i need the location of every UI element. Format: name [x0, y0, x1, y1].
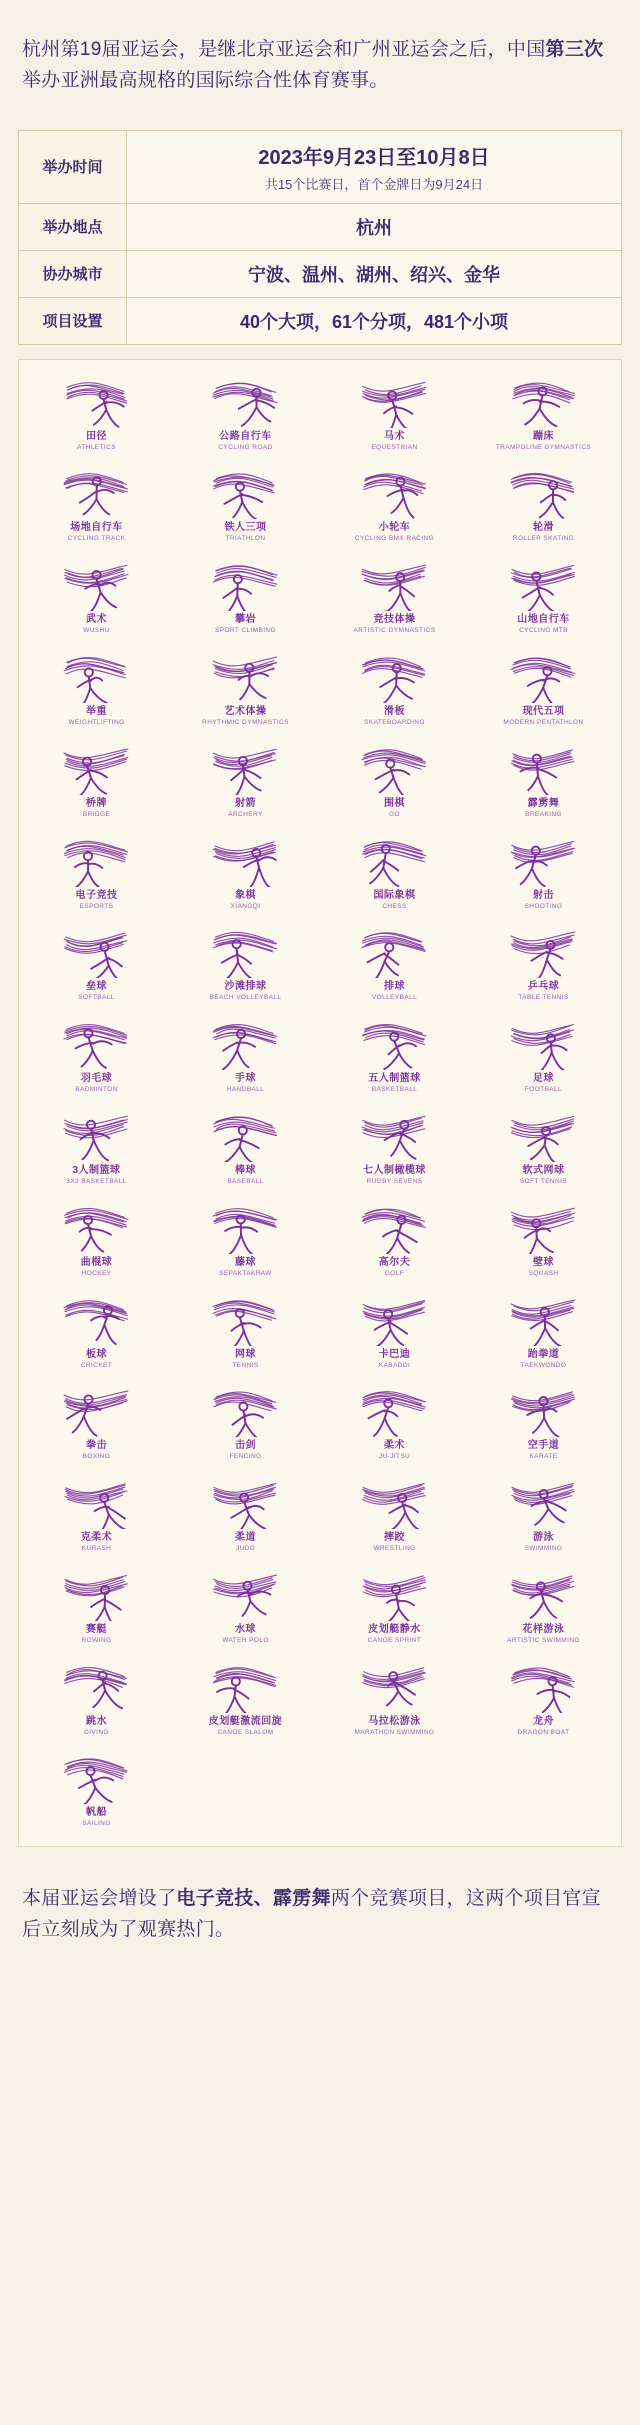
handball-icon	[211, 1018, 281, 1070]
sport-item[interactable]	[172, 551, 319, 641]
outro-paragraph	[18, 1866, 622, 1968]
sport-item[interactable]	[321, 918, 468, 1008]
sport-name-en: MARATHON SWIMMING	[354, 1728, 435, 1736]
sport-item[interactable]	[23, 1102, 170, 1192]
sport-item[interactable]	[321, 551, 468, 641]
sport-name-cn: 攀岩	[235, 614, 256, 626]
sport-name-cn: 卡巴迪	[378, 1348, 411, 1360]
sport-item[interactable]	[172, 368, 319, 458]
sport-name-en: ARCHERY	[228, 810, 263, 818]
canoe-slalom-icon	[211, 1661, 281, 1713]
sport-name-cn: 马拉松游泳	[368, 1715, 421, 1727]
sport-name-en: DRAGON BOAT	[517, 1728, 570, 1736]
sport-name-cn: 铁人三项	[224, 522, 267, 534]
sport-name-cn: 田径	[86, 430, 107, 442]
info-row-label: 举办时间	[19, 130, 127, 203]
athletics-icon	[62, 376, 132, 428]
asian-games-infographic	[0, 19, 640, 2425]
taekwondo-icon	[509, 1294, 579, 1346]
judo-icon	[211, 1477, 281, 1529]
sport-item[interactable]	[172, 1653, 319, 1743]
info-row-label: 项目设置	[19, 297, 127, 344]
sport-name-cn: 霹雳舞	[527, 797, 560, 809]
outro-prefix: 本届亚运会增设了	[22, 1888, 177, 1910]
esports-icon	[62, 835, 132, 887]
info-row-label: 举办地点	[19, 203, 127, 250]
sport-name-cn: 皮划艇激流回旋	[208, 1715, 283, 1727]
intro-highlight: 第三次	[545, 39, 604, 60]
sport-name-en: WUSHU	[83, 627, 110, 635]
intro-prefix: 杭州第19届亚运会，是继北京亚运会和广州亚运会之后，中国	[22, 39, 546, 60]
sports-grid	[23, 368, 617, 1835]
sport-name-en: FENCING	[229, 1453, 262, 1461]
sport-name-cn: 跳水	[86, 1715, 107, 1727]
badminton-icon	[62, 1018, 132, 1070]
sport-item[interactable]	[23, 735, 170, 825]
sport-item[interactable]	[321, 1286, 468, 1376]
kabaddi-icon	[360, 1294, 430, 1346]
sport-item[interactable]	[23, 1469, 170, 1559]
sport-name-cn: 高尔夫	[378, 1256, 411, 1268]
sport-name-cn: 现代五项	[522, 705, 565, 717]
water-polo-icon	[211, 1569, 281, 1621]
rhythmic-gymnastics-icon	[211, 651, 281, 703]
sport-name-en: TRIATHLON	[225, 535, 266, 543]
sport-item[interactable]	[470, 918, 617, 1008]
sport-name-cn: 藤球	[235, 1256, 256, 1268]
skateboarding-icon	[360, 651, 430, 703]
sport-item[interactable]	[172, 1469, 319, 1559]
sport-name-en: BOXING	[82, 1453, 111, 1461]
beach-volleyball-icon	[211, 926, 281, 978]
sport-name-cn: 棒球	[235, 1164, 256, 1176]
triathlon-icon	[211, 467, 281, 519]
modern-pentathlon-icon	[509, 651, 579, 703]
sport-name-en: TABLE TENNIS	[518, 994, 569, 1002]
dragon-boat-icon	[509, 1661, 579, 1713]
sport-name-en: CANOE SLALOM	[217, 1728, 274, 1736]
sport-name-cn: 空手道	[527, 1440, 560, 1452]
sport-item[interactable]	[23, 1194, 170, 1284]
sport-name-en: SAILING	[82, 1820, 111, 1828]
sport-name-cn: 网球	[235, 1348, 256, 1360]
sport-name-en: WRESTLING	[373, 1545, 416, 1553]
sport-name-en: CHESS	[382, 902, 407, 910]
sport-name-en: RUGBY SEVENS	[366, 1177, 423, 1185]
karate-icon	[509, 1385, 579, 1437]
intro-suffix: 举办亚洲最高规格的国际综合性体育赛事。	[22, 69, 389, 91]
sport-name-en: CYCLING MTB	[519, 627, 568, 635]
sport-name-cn: 沙滩排球	[224, 981, 267, 993]
sport-item[interactable]	[321, 1010, 468, 1100]
sport-name-en: KABADDI	[378, 1361, 411, 1369]
sport-name-cn: 射击	[533, 889, 554, 901]
sport-item[interactable]	[321, 827, 468, 917]
sport-item[interactable]	[172, 643, 319, 733]
sport-item[interactable]	[321, 1102, 468, 1192]
sport-item[interactable]	[172, 1010, 319, 1100]
sport-name-cn: 龙舟	[533, 1715, 554, 1727]
sport-name-cn: 射箭	[235, 797, 256, 809]
sport-name-cn: 象棋	[235, 889, 256, 901]
sport-name-cn: 游泳	[533, 1532, 554, 1544]
sport-name-en: CYCLING BMX RACING	[354, 535, 435, 543]
sport-name-cn: 击剑	[235, 1440, 256, 1452]
sport-name-cn: 轮滑	[533, 522, 554, 534]
sport-name-en: SPORT CLIMBING	[215, 627, 276, 635]
sport-name-en: TRAMPOLINE GYMNASTICS	[495, 443, 592, 451]
sport-item[interactable]	[470, 827, 617, 917]
hockey-icon	[62, 1202, 132, 1254]
sport-item[interactable]	[172, 1194, 319, 1284]
sport-name-en: TENNIS	[232, 1361, 259, 1369]
sport-name-cn: 公路自行车	[219, 430, 272, 442]
sport-item[interactable]	[23, 827, 170, 917]
sport-name-en: 3X3 BASKETBALL	[66, 1177, 127, 1185]
softball-icon	[62, 926, 132, 978]
sport-name-cn: 武术	[86, 614, 107, 626]
sport-item[interactable]	[470, 368, 617, 458]
sport-item[interactable]	[321, 1561, 468, 1651]
sport-name-en: JU-JITSU	[378, 1453, 411, 1461]
sport-name-cn: 帆船	[86, 1807, 107, 1819]
go-icon	[360, 743, 430, 795]
bmx-icon	[360, 467, 430, 519]
sport-item[interactable]	[172, 1561, 319, 1651]
equestrian-icon	[360, 376, 430, 428]
jujitsu-icon	[360, 1385, 430, 1437]
artistic-gymnastics-icon	[360, 559, 430, 611]
tennis-icon	[211, 1294, 281, 1346]
sport-item[interactable]	[470, 1653, 617, 1743]
sport-name-cn: 竞技体操	[373, 614, 416, 626]
info-row-value	[127, 130, 622, 203]
baseball-icon	[211, 1110, 281, 1162]
sport-item[interactable]	[470, 643, 617, 733]
sport-name-cn: 垒球	[86, 981, 107, 993]
sport-item[interactable]	[470, 459, 617, 549]
sport-name-en: GOLF	[384, 1269, 405, 1277]
sport-name-en: CRICKET	[80, 1361, 113, 1369]
sport-name-en: RHYTHMIC GYMNASTICS	[202, 718, 289, 726]
info-row	[19, 203, 622, 250]
sport-item[interactable]	[23, 551, 170, 641]
sport-item[interactable]	[470, 1010, 617, 1100]
sport-name-cn: 摔跤	[384, 1532, 405, 1544]
sport-item[interactable]	[23, 1561, 170, 1651]
sport-name-en: HOCKEY	[81, 1269, 112, 1277]
sport-name-cn: 柔道	[235, 1532, 256, 1544]
sport-name-en: SHOOTING	[524, 902, 563, 910]
sport-item[interactable]	[470, 1102, 617, 1192]
outro-highlight: 电子竞技、霹雳舞	[176, 1888, 331, 1910]
basketball-icon	[360, 1018, 430, 1070]
sport-name-en: SEPAKTAKRAW	[219, 1269, 272, 1277]
sport-item[interactable]	[321, 1194, 468, 1284]
intro-paragraph	[18, 19, 622, 111]
sport-item[interactable]	[23, 918, 170, 1008]
diving-icon	[62, 1661, 132, 1713]
sport-name-cn: 蹦床	[533, 430, 554, 442]
sport-name-cn: 手球	[235, 1073, 256, 1085]
sport-item[interactable]	[321, 735, 468, 825]
sepaktakraw-icon	[211, 1202, 281, 1254]
bridge-icon	[62, 743, 132, 795]
sport-name-en: ATHLETICS	[77, 443, 116, 451]
sport-name-cn: 艺术体操	[224, 705, 267, 717]
sport-item[interactable]	[23, 1653, 170, 1743]
rugby-sevens-icon	[360, 1110, 430, 1162]
info-row-value-text: 杭州	[356, 217, 392, 238]
sport-name-cn: 3人制篮球	[72, 1164, 121, 1176]
sport-name-cn: 七人制橄榄球	[363, 1164, 426, 1176]
sport-name-en: XIANGQI	[230, 902, 261, 910]
info-row-value-text: 40个大项，61个分项，481个小项	[239, 311, 509, 332]
sport-name-en: WEIGHTLIFTING	[68, 718, 125, 726]
sport-name-cn: 马术	[384, 430, 405, 442]
volleyball-icon	[360, 926, 430, 978]
info-row-value-text: 宁波、温州、湖州、绍兴、金华	[248, 264, 500, 285]
sport-item[interactable]	[23, 1377, 170, 1467]
sport-name-en: ARTISTIC GYMNASTICS	[353, 627, 436, 635]
sport-item[interactable]	[172, 918, 319, 1008]
sport-name-en: FOOTBALL	[524, 1086, 563, 1094]
sport-name-en: BRIDGE	[82, 810, 111, 818]
wushu-icon	[62, 559, 132, 611]
sport-name-cn: 羽毛球	[80, 1073, 113, 1085]
sport-item[interactable]	[23, 1010, 170, 1100]
sport-name-en: ROLLER SKATING	[512, 535, 575, 543]
sport-item[interactable]	[321, 1653, 468, 1743]
sport-name-en: KURASH	[81, 1545, 112, 1553]
sport-item[interactable]	[470, 1377, 617, 1467]
outro-suffix: 两个竞赛项目，这两个项目官宣后立刻成为了观赛热门。	[22, 1888, 602, 1941]
sport-item[interactable]	[23, 1744, 170, 1834]
kurash-icon	[62, 1477, 132, 1529]
3x3-basketball-icon	[62, 1110, 132, 1162]
cycling-mtb-icon	[509, 559, 579, 611]
shooting-icon	[509, 835, 579, 887]
info-row-label: 协办城市	[19, 250, 127, 297]
info-row	[19, 297, 622, 344]
sport-name-cn: 场地自行车	[70, 522, 123, 534]
sailing-icon	[62, 1752, 132, 1804]
sport-item[interactable]	[470, 1194, 617, 1284]
sport-name-cn: 五人制篮球	[368, 1073, 421, 1085]
sport-name-en: SWIMMING	[524, 1545, 563, 1553]
cycling-track-icon	[62, 467, 132, 519]
sport-name-en: WATER POLO	[222, 1636, 269, 1644]
roller-skating-icon	[509, 467, 579, 519]
sport-name-en: CYCLING TRACK	[67, 535, 126, 543]
sport-name-en: KARATE	[529, 1453, 558, 1461]
sport-name-en: SOFTBALL	[78, 994, 115, 1002]
sport-name-cn: 跆拳道	[527, 1348, 560, 1360]
sport-name-en: SKATEBOARDING	[364, 718, 425, 726]
sport-item[interactable]	[470, 1561, 617, 1651]
sport-name-en: CYCLING ROAD	[218, 443, 273, 451]
sport-name-cn: 小轮车	[378, 522, 411, 534]
sport-item[interactable]	[172, 827, 319, 917]
sport-item[interactable]	[23, 643, 170, 733]
info-row-value-text: 2023年9月23日至10月8日	[258, 146, 490, 169]
archery-icon	[211, 743, 281, 795]
trampoline-icon	[509, 376, 579, 428]
sport-item[interactable]	[470, 1469, 617, 1559]
sport-name-en: JUDO	[235, 1545, 256, 1553]
sport-name-en: GO	[389, 810, 400, 818]
sport-name-en: MODERN PENTATHLON	[503, 718, 584, 726]
sport-item[interactable]	[321, 1377, 468, 1467]
weightlifting-icon	[62, 651, 132, 703]
sport-item[interactable]	[23, 459, 170, 549]
sport-name-en: HANDBALL	[226, 1086, 265, 1094]
sport-item[interactable]	[470, 551, 617, 641]
sport-item[interactable]	[23, 368, 170, 458]
sport-climbing-icon	[211, 559, 281, 611]
sport-item[interactable]	[172, 1377, 319, 1467]
football-icon	[509, 1018, 579, 1070]
sport-name-cn: 拳击	[86, 1440, 107, 1452]
boxing-icon	[62, 1385, 132, 1437]
swimming-icon	[509, 1477, 579, 1529]
info-row	[19, 130, 622, 203]
fencing-icon	[211, 1385, 281, 1437]
sport-item[interactable]	[172, 735, 319, 825]
sport-name-cn: 电子竞技	[75, 889, 118, 901]
sport-item[interactable]	[321, 1469, 468, 1559]
sport-name-en: DIVING	[84, 1728, 109, 1736]
cricket-icon	[62, 1294, 132, 1346]
sport-name-en: BADMINTON	[75, 1086, 118, 1094]
sport-name-cn: 山地自行车	[517, 614, 570, 626]
sport-item[interactable]	[321, 459, 468, 549]
info-row-value	[127, 297, 622, 344]
soft-tennis-icon	[509, 1110, 579, 1162]
sport-name-cn: 曲棍球	[80, 1256, 113, 1268]
sport-name-en: TAEKWONDO	[520, 1361, 567, 1369]
sport-name-cn: 板球	[86, 1348, 107, 1360]
sport-name-cn: 乒乓球	[527, 981, 560, 993]
wrestling-icon	[360, 1477, 430, 1529]
sport-item[interactable]	[321, 368, 468, 458]
artistic-swimming-icon	[509, 1569, 579, 1621]
sport-name-en: VOLLEYBALL	[371, 994, 418, 1002]
sport-item[interactable]	[470, 735, 617, 825]
sport-name-en: SQUASH	[528, 1269, 559, 1277]
marathon-swimming-icon	[360, 1661, 430, 1713]
info-row-subtext: 共15个比赛日，首个金牌日为9月24日	[264, 176, 484, 192]
sport-name-en: SOFT TENNIS	[519, 1177, 568, 1185]
sport-item[interactable]	[470, 1286, 617, 1376]
sport-name-en: ROWING	[81, 1636, 112, 1644]
sport-name-cn: 花样游泳	[522, 1623, 565, 1635]
sport-name-cn: 桥牌	[86, 797, 107, 809]
rowing-icon	[62, 1569, 132, 1621]
sport-name-cn: 柔术	[384, 1440, 405, 1452]
sport-name-en: CANOE SPRINT	[367, 1636, 422, 1644]
sport-name-cn: 举重	[86, 705, 107, 717]
sport-name-cn: 皮划艇静水	[368, 1623, 421, 1635]
sport-name-cn: 软式网球	[522, 1164, 565, 1176]
chess-icon	[360, 835, 430, 887]
xiangqi-icon	[211, 835, 281, 887]
sport-name-en: EQUESTRIAN	[371, 443, 418, 451]
sport-name-cn: 克柔术	[80, 1532, 113, 1544]
sport-name-cn: 足球	[533, 1073, 554, 1085]
sport-name-en: BASEBALL	[227, 1177, 264, 1185]
sport-name-cn: 国际象棋	[373, 889, 416, 901]
sports-pictogram-panel	[18, 359, 622, 1848]
sport-name-en: BREAKING	[525, 810, 562, 818]
sport-name-cn: 壁球	[533, 1256, 554, 1268]
cycling-road-icon	[211, 376, 281, 428]
sport-name-cn: 排球	[384, 981, 405, 993]
info-row-value	[127, 203, 622, 250]
sport-item[interactable]	[23, 1286, 170, 1376]
sport-name-cn: 赛艇	[86, 1623, 107, 1635]
info-row	[19, 250, 622, 297]
info-row-value	[127, 250, 622, 297]
canoe-sprint-icon	[360, 1569, 430, 1621]
event-info-table	[18, 130, 622, 345]
table-tennis-icon	[509, 926, 579, 978]
sport-item[interactable]	[321, 643, 468, 733]
sport-item[interactable]	[172, 459, 319, 549]
sport-item[interactable]	[172, 1102, 319, 1192]
sport-name-cn: 滑板	[384, 705, 405, 717]
squash-icon	[509, 1202, 579, 1254]
sport-name-cn: 围棋	[384, 797, 405, 809]
sport-item[interactable]	[172, 1286, 319, 1376]
sport-name-en: BASKETBALL	[371, 1086, 418, 1094]
golf-icon	[360, 1202, 430, 1254]
sport-name-en: ARTISTIC SWIMMING	[507, 1636, 580, 1644]
sport-name-en: ESPORTS	[79, 902, 114, 910]
sport-name-cn: 水球	[235, 1623, 256, 1635]
breaking-icon	[509, 743, 579, 795]
sport-name-en: BEACH VOLLEYBALL	[209, 994, 282, 1002]
